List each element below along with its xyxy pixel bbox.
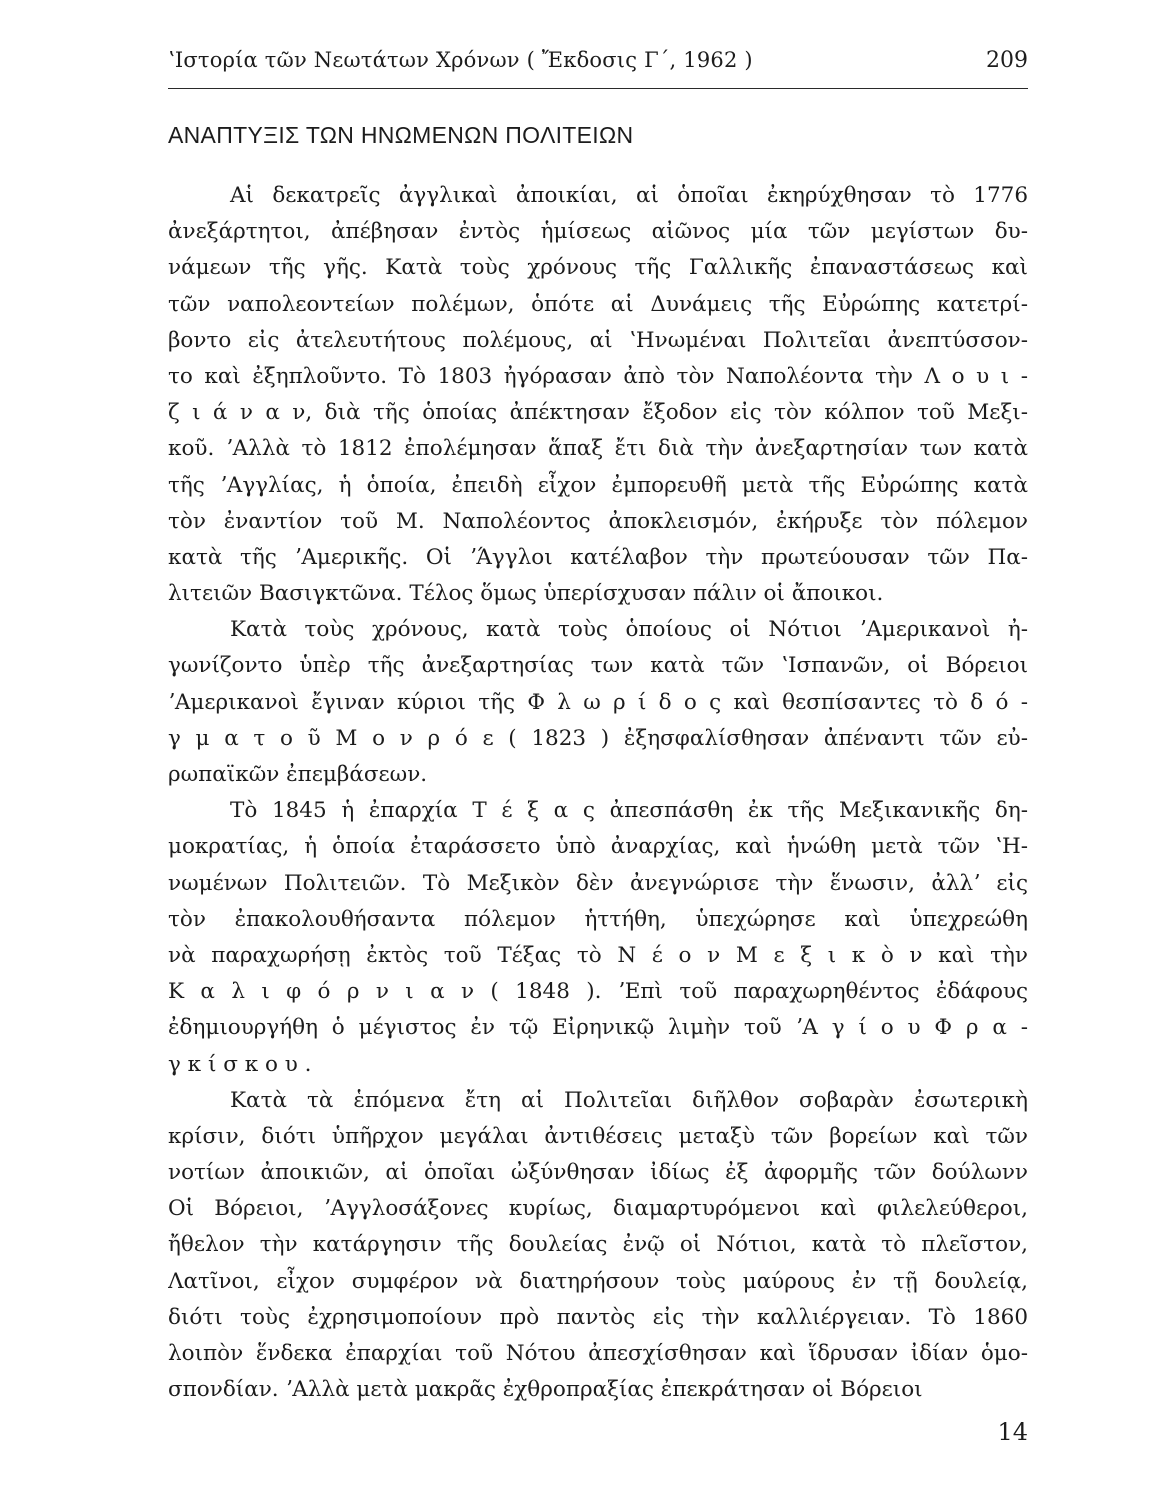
signature-mark: 14 xyxy=(997,1418,1028,1446)
text-line: κρίσιν, διότι ὑπῆρχον μεγάλαι ἀντιθέσεις μεταξὺ τῶν βορείων καὶ τῶν xyxy=(168,1123,1028,1149)
paragraph xyxy=(168,178,1028,612)
body-text xyxy=(168,178,1028,1408)
text-line: τῶν ναπολεοντείων πολέμων, ὁπότε αἱ Δυνάμεις τῆς Εὐρώπης κατετρί- xyxy=(168,291,1028,317)
text-line: λοιπὸν ἕνδεκα ἐπαρχίαι τοῦ Νότου ἀπεσχίσθησαν καὶ ἵδρυσαν ἰδίαν ὁμο- xyxy=(168,1341,1028,1366)
paragraph xyxy=(168,1083,1028,1409)
text-line: ζ ι ά ν α ν, διὰ τῆς ὁποίας ἀπέκτησαν ἔξοδον εἰς τὸν κόλπον τοῦ Μεξι- xyxy=(168,400,1028,426)
text-line: τῆς ʼΑγγλίας, ἡ ὁποία, ἐπειδὴ εἶχον ἐμπορευθῆ μετὰ τῆς Εὐρώπης κατὰ xyxy=(168,472,1028,498)
text-line: τὸν ἐναντίον τοῦ Μ. Ναπολέοντος ἀποκλεισμόν, ἐκήρυξε τὸν πόλεμον xyxy=(168,508,1028,534)
text-line: Κ α λ ι φ ό ρ ν ι α ν ( 1848 ). ʼΕπὶ τοῦ παραχωρηθέντος ἐδάφους xyxy=(168,979,1028,1005)
text-line: γ κ ί σ κ ο υ . xyxy=(168,1051,312,1077)
text-line: γωνίζοντο ὑπὲρ τῆς ἀνεξαρτησίας των κατὰ τῶν ʽΙσπανῶν, οἱ Βόρειοι xyxy=(168,653,1028,679)
text-line: μοκρατίας, ἡ ὁποία ἐταράσσετο ὑπὸ ἀναρχίας, καὶ ἡνώθη μετὰ τῶν ʽΗ- xyxy=(168,834,1028,860)
section-heading: ΑΝΑΠΤΥΞΙΣ ΤΩΝ ΗΝΩΜΕΝΩΝ ΠΟΛΙΤΕΙΩΝ xyxy=(168,122,634,148)
text-line: ρωπαϊκῶν ἐπεμβάσεων. xyxy=(168,762,428,787)
text-line: νὰ παραχωρήσῃ ἐκτὸς τοῦ Τέξας τὸ Ν έ ο ν Μ ε ξ ι κ ὸ ν καὶ τὴν xyxy=(168,942,1028,968)
text-line: ʼΑμερικανοὶ ἔγιναν κύριοι τῆς Φ λ ω ρ ί δ ο ς καὶ θεσπίσαντες τὸ δ ό - xyxy=(168,689,1028,715)
text-line: Τὸ 1845 ἡ ἐπαρχία Τ έ ξ α ς ἀπεσπάσθη ἐκ τῆς Μεξικανικῆς δη- xyxy=(230,798,1028,824)
text-line: νωμένων Πολιτειῶν. Τὸ Μεξικὸν δὲν ἀνεγνώρισε τὴν ἕνωσιν, ἀλλʼ εἰς xyxy=(168,870,1028,896)
text-line: ἐδημιουργήθη ὁ μέγιστος ἐν τῷ Εἰρηνικῷ λιμὴν τοῦ ʼΑ γ ί ο υ Φ ρ α - xyxy=(168,1015,1028,1041)
text-line: τὸν ἐπακολουθήσαντα πόλεμον ἡττήθη, ὑπεχώρησε καὶ ὑπεχρεώθη xyxy=(168,906,1028,932)
text-line: διότι τοὺς ἐχρησιμοποίουν πρὸ παντὸς εἰς τὴν καλλιέργειαν. Τὸ 1860 xyxy=(168,1304,1028,1330)
text-line: Λατῖνοι, εἶχον συμφέρον νὰ διατηρήσουν τοὺς μαύρους ἐν τῇ δουλείᾳ, xyxy=(168,1268,1028,1294)
page-number: 209 xyxy=(986,48,1028,73)
text-line: ἀνεξάρτητοι, ἀπέβησαν ἐντὸς ἡμίσεως αἰῶνος μία τῶν μεγίστων δυ- xyxy=(168,219,1028,245)
text-line: κατὰ τῆς ʼΑμερικῆς. Οἱ ʼΆγγλοι κατέλαβον τὴν πρωτεύουσαν τῶν Πα- xyxy=(168,544,1028,570)
text-line: βοντο εἰς ἀτελευτήτους πολέμους, αἱ ʽΗνωμέναι Πολιτεῖαι ἀνεπτύσσον- xyxy=(168,327,1028,353)
text-line: το καὶ ἐξηπλοῦντο. Τὸ 1803 ἠγόρασαν ἀπὸ τὸν Ναπολέοντα τὴν Λ ο υ ι - xyxy=(168,363,1028,389)
running-title: ʽΙστορία τῶν Νεωτάτων Χρόνων ( Ἔκδοσις Γ΄, 1962 ) xyxy=(168,48,753,72)
text-line: κοῦ. ʼΑλλὰ τὸ 1812 ἐπολέμησαν ἅπαξ ἔτι διὰ τὴν ἀνεξαρτησίαν των κατὰ xyxy=(168,436,1028,462)
text-line: Κατὰ τοὺς χρόνους, κατὰ τοὺς ὁποίους οἱ Νότιοι ʼΑμερικανοὶ ἠ- xyxy=(230,617,1028,643)
text-line: σπονδίαν. ʼΑλλὰ μετὰ μακρᾶς ἐχθροπραξίας ἐπεκράτησαν οἱ Βόρειοι xyxy=(168,1377,923,1403)
text-line: Αἱ δεκατρεῖς ἀγγλικαὶ ἀποικίαι, αἱ ὁποῖαι ἐκηρύχθησαν τὸ 1776 xyxy=(230,183,1028,208)
text-line: λιτειῶν Βασιγκτῶνα. Τέλος ὅμως ὑπερίσχυσαν πάλιν οἱ ἄποικοι. xyxy=(168,581,884,607)
text-line: γ μ α τ ο ῦ Μ ο ν ρ ό ε ( 1823 ) ἐξησφαλίσθησαν ἀπέναντι τῶν εὐ- xyxy=(168,725,1028,751)
text-line: νάμεων τῆς γῆς. Κατὰ τοὺς χρόνους τῆς Γαλλικῆς ἐπαναστάσεως καὶ xyxy=(168,255,1028,281)
running-header xyxy=(168,48,1028,89)
paragraph xyxy=(168,612,1028,793)
text-line: νοτίων ἀποικιῶν, αἱ ὁποῖαι ὠξύνθησαν ἰδίως ἐξ ἀφορμῆς τῶν δούλωνν xyxy=(168,1160,1028,1186)
text-line: ἤθελον τὴν κατάργησιν τῆς δουλείας ἐνῷ οἱ Νότιοι, κατὰ τὸ πλεῖστον, xyxy=(168,1232,1028,1258)
text-line: Οἱ Βόρειοι, ʼΑγγλοσάξονες κυρίως, διαμαρτυρόμενοι καὶ φιλελεύθεροι, xyxy=(168,1196,1028,1222)
paragraph xyxy=(168,793,1028,1083)
text-line: Κατὰ τὰ ἑπόμενα ἔτη αἱ Πολιτεῖαι διῆλθον σοβαρὰν ἐσωτερικὴ xyxy=(230,1087,1028,1113)
